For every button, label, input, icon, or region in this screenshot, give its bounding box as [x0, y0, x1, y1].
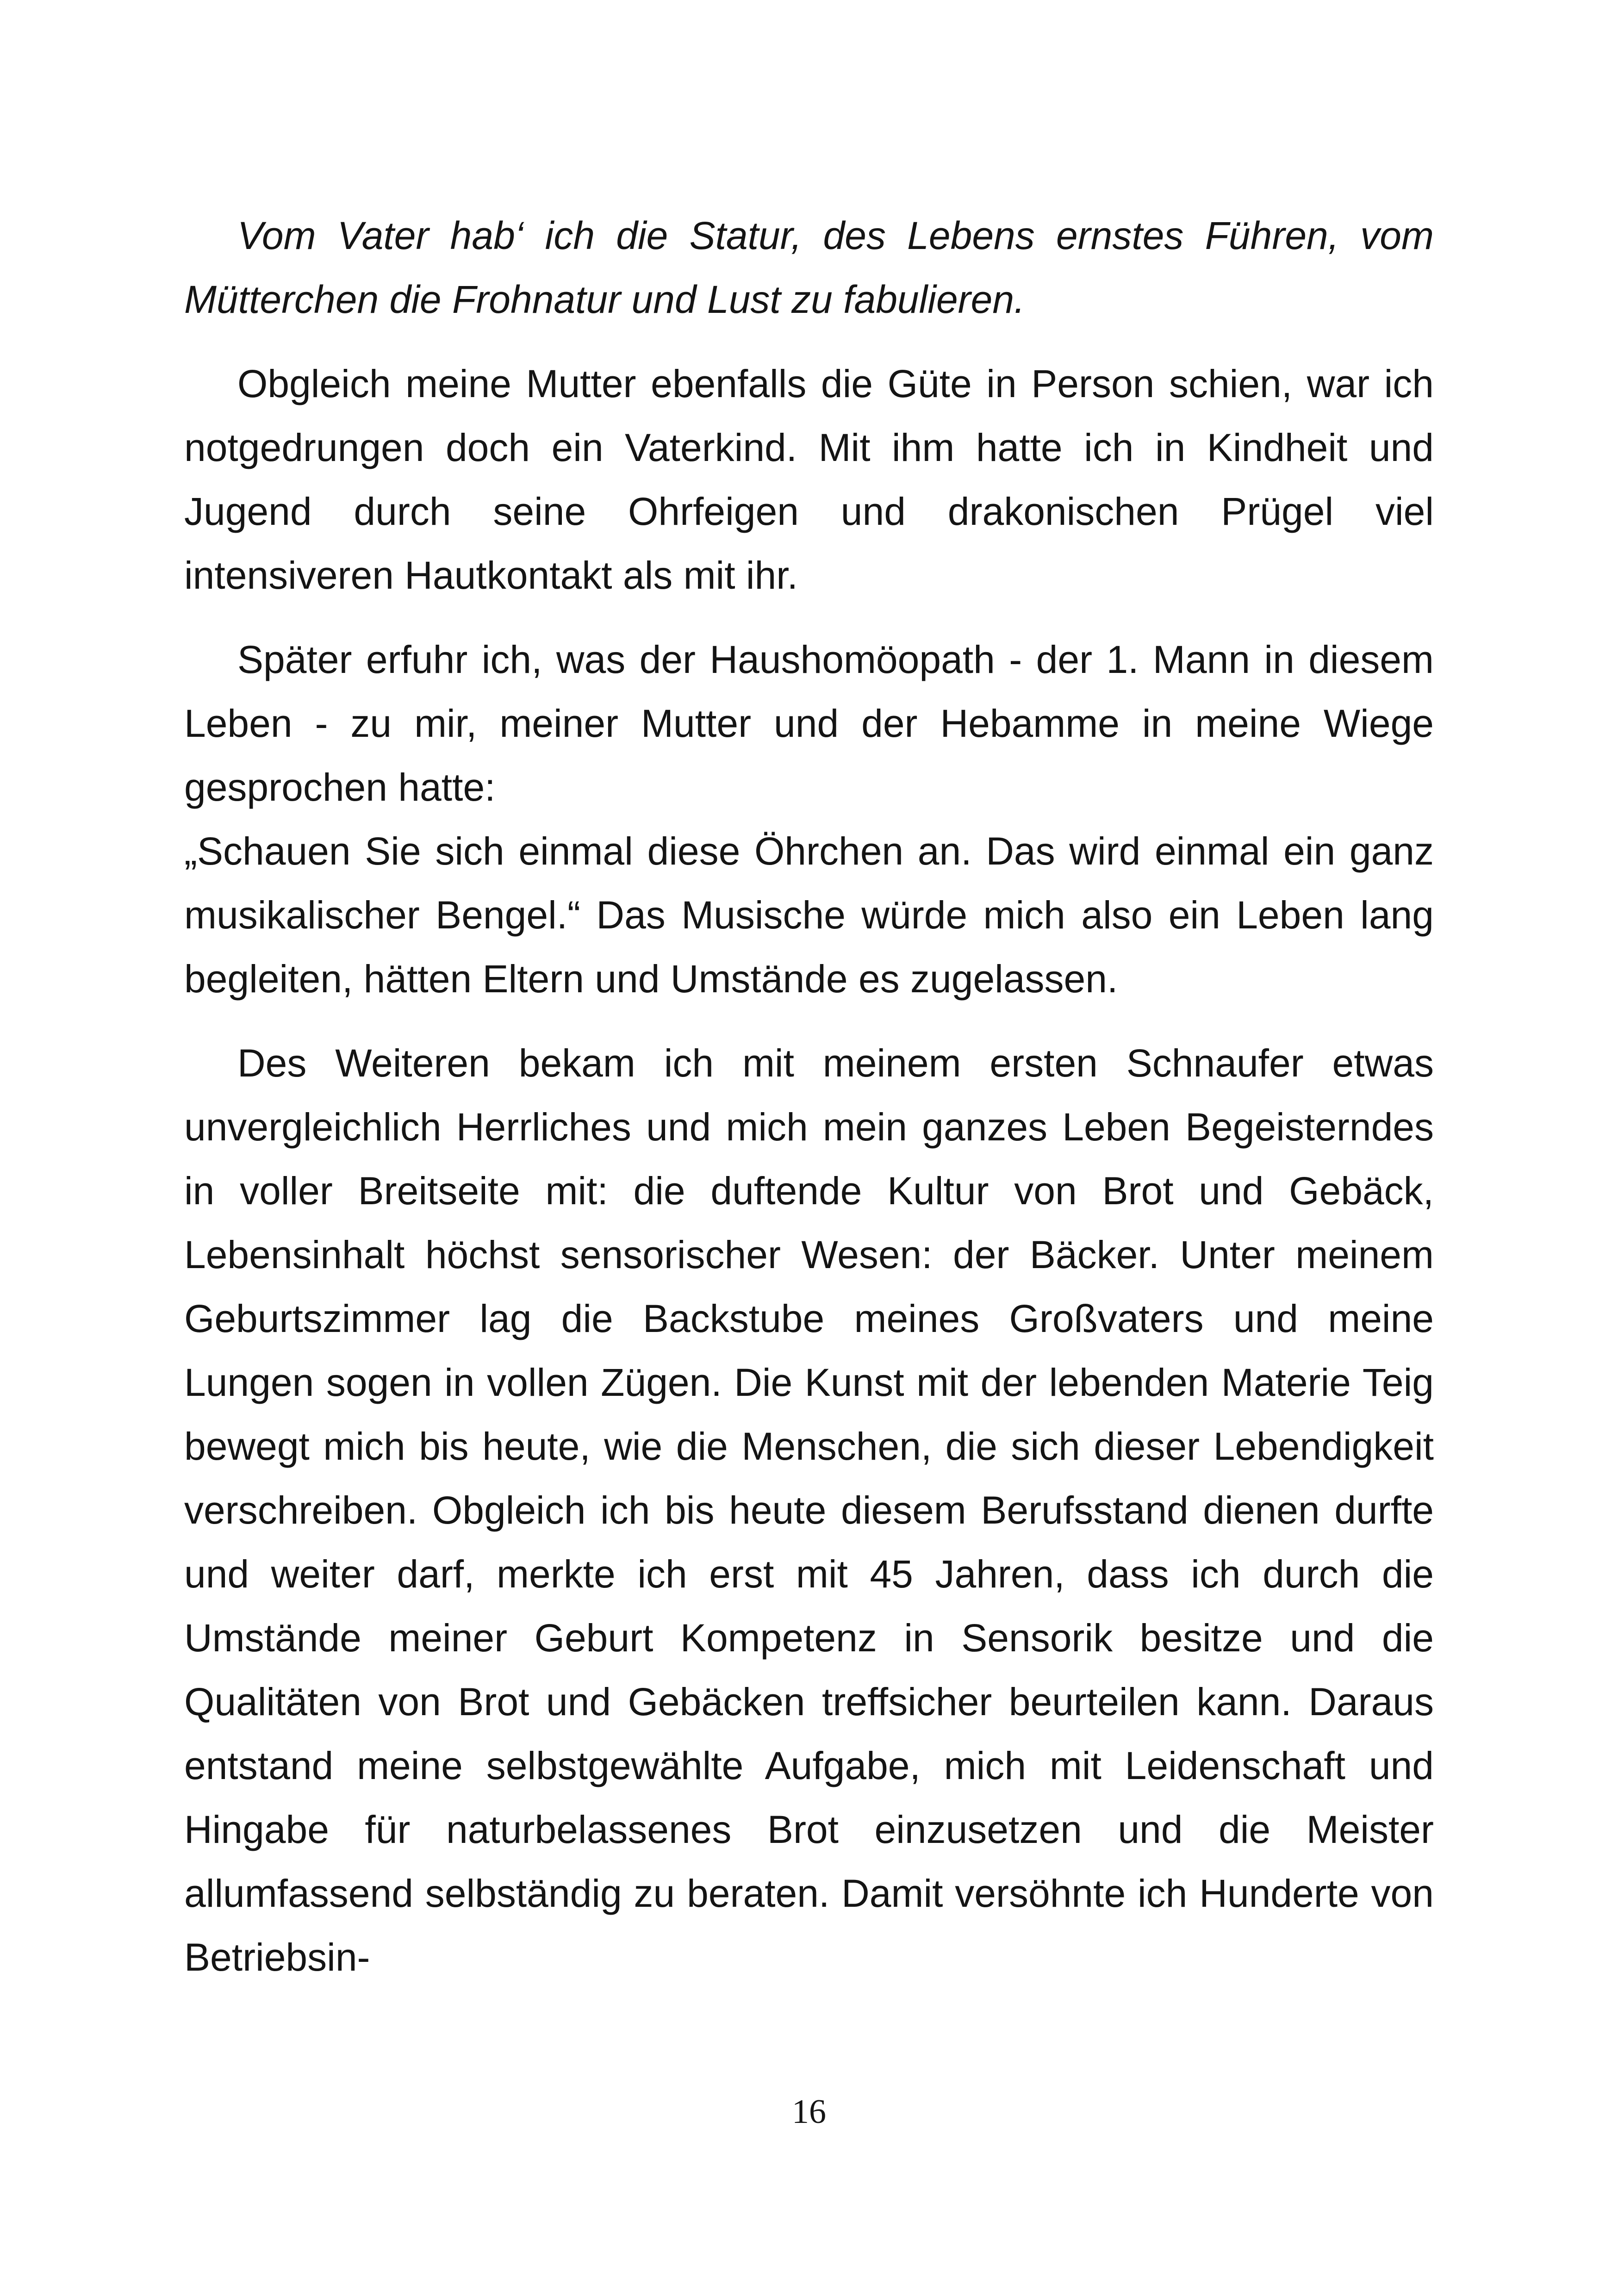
quote-text: „Schauen Sie sich einmal diese Öhrchen an. Das wird einmal ein ganz musikalischer Bengel.“ Das Musische würde mich also ein Leben lang begleiten, hätten Eltern und Umstände es zugelassen. [184, 829, 1434, 1001]
paragraph-text: Später erfuhr ich, was der Haushomöopath - der 1. Mann in diesem Leben - zu mir, meiner Mutter und der Hebamme in meine Wiege gesprochen hatte: [184, 638, 1434, 809]
paragraph [184, 628, 1434, 1011]
body-text [184, 204, 1434, 2010]
paragraph: Des Weiteren bekam ich mit meinem ersten Schnaufer etwas unvergleichlich Herrliches und mich mein ganzes Leben Begeisterndes in voller Breitseite mit: die duftende Kultur von Brot und Gebäck, Lebensinhalt höchst sensorischer Wesen: der Bäcker. Unter meinem Geburtszimmer lag die Backstube meines Großvaters und meine Lungen sogen in vollen Zügen. Die Kunst mit der lebenden Materie Teig bewegt mich bis heute, wie die Menschen, die sich dieser Lebendigkeit verschreiben. Obgleich ich bis heute diesem Berufsstand dienen durfte und weiter darf, merkte ich erst mit 45 Jahren, dass ich durch die Umstände meiner Geburt Kompetenz in Sensorik besitze und die Qualitäten von Brot und Gebäcken treffsicher beurteilen kann. Daraus entstand meine selbstgewählte Aufgabe, mich mit Leidenschaft und Hingabe für naturbelassenes Brot einzusetzen und die Meister allumfassend selbständig zu beraten. Damit versöhnte ich Hunderte von Betriebsin- [184, 1041, 1434, 1979]
motto-paragraph: Vom Vater hab‘ ich die Statur, des Lebens ernstes Führen, vom Mütterchen die Frohnatur und Lust zu fabulieren. [184, 214, 1434, 321]
paragraph: Obgleich meine Mutter ebenfalls die Güte in Person schien, war ich notgedrungen doch ein Vaterkind. Mit ihm hatte ich in Kindheit und Jugend durch seine Ohrfeigen und drakonischen Prügel viel intensiveren Hautkontakt als mit ihr. [184, 362, 1434, 597]
page-number: 16 [792, 2093, 826, 2131]
